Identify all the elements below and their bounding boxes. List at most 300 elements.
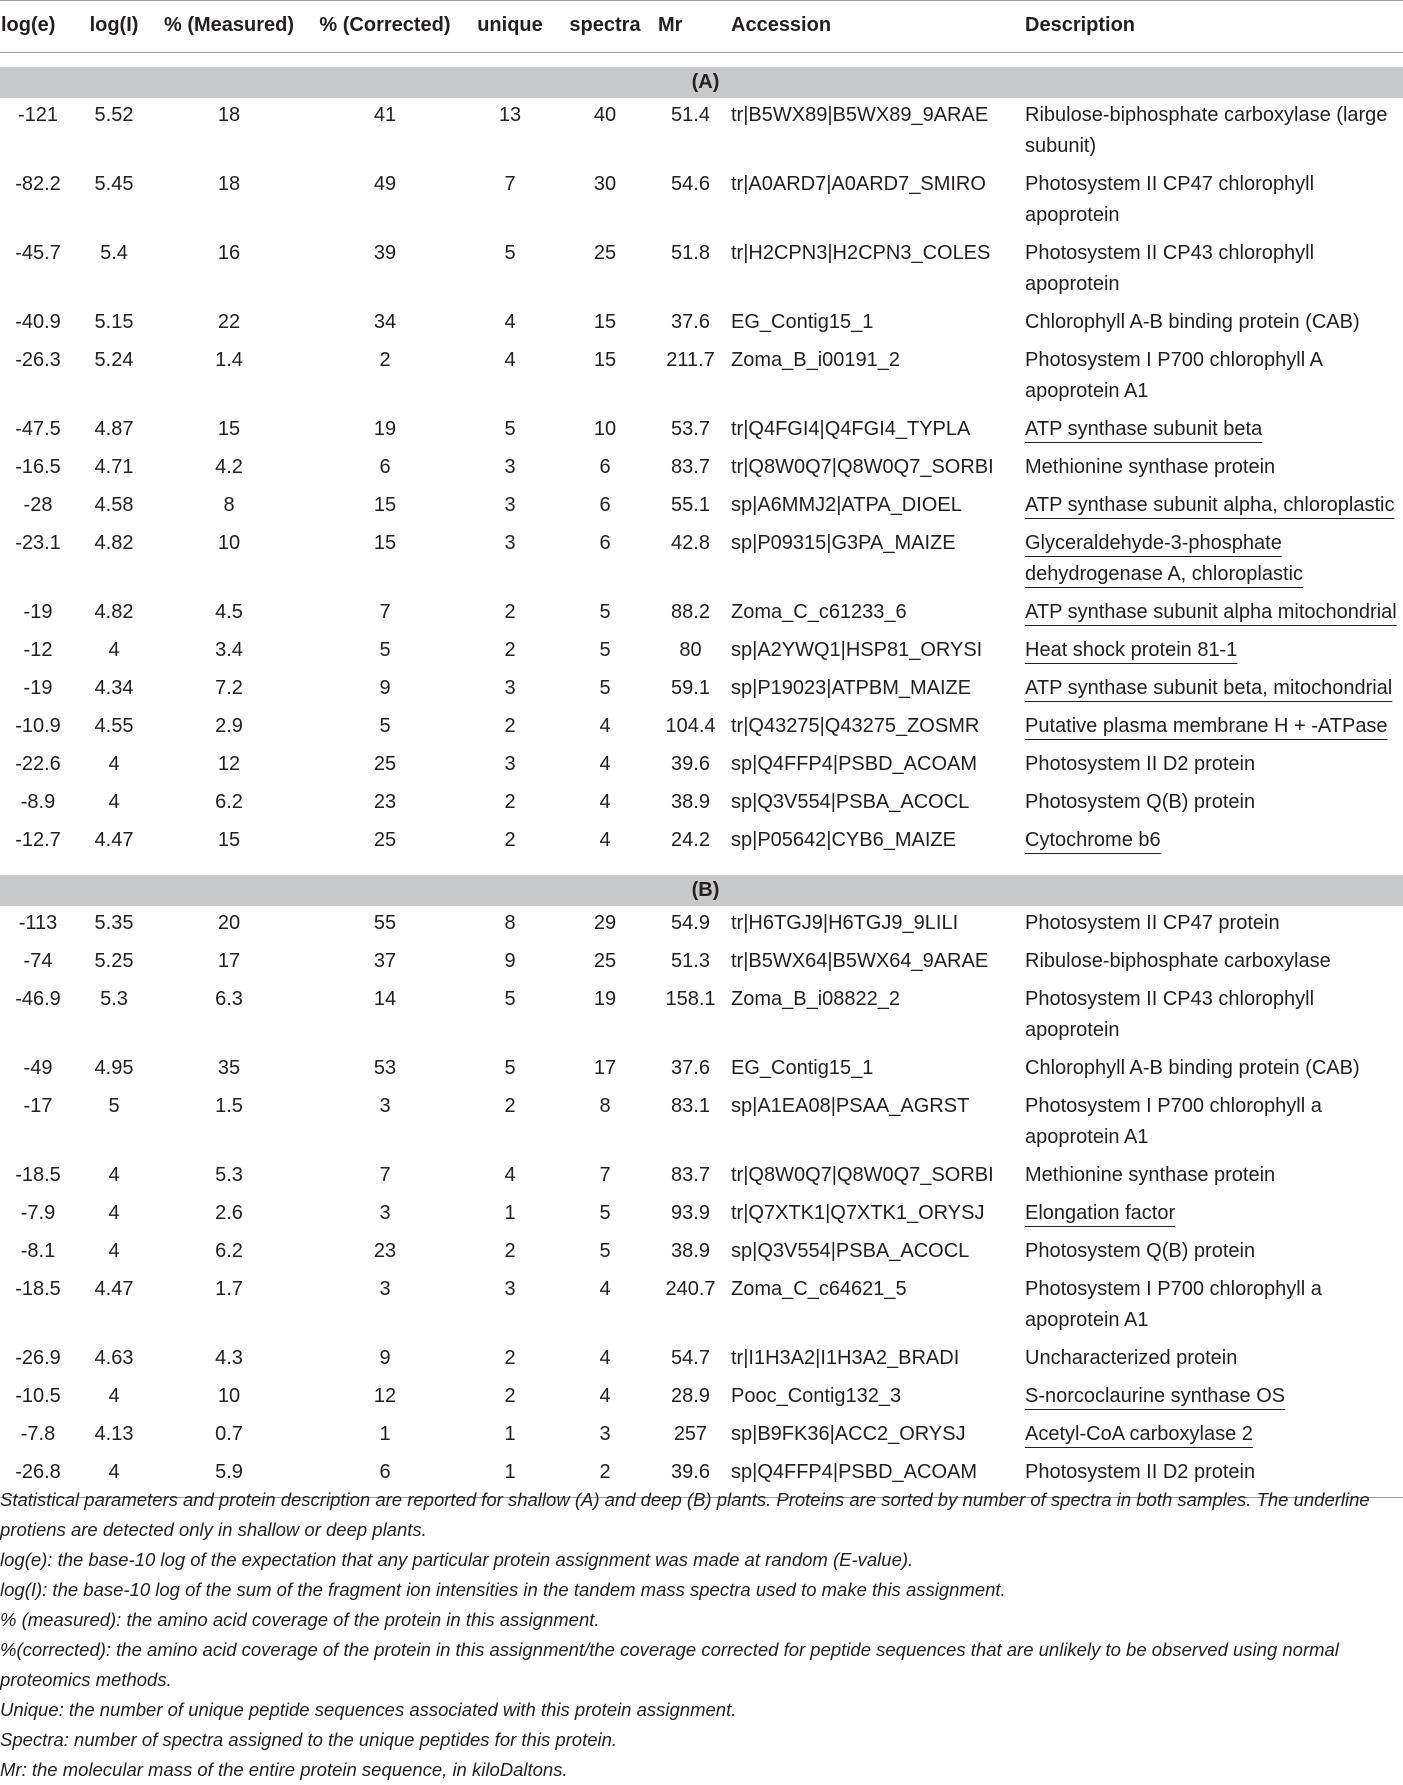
cell-unique: 3	[504, 1278, 516, 1300]
cell-mr: 38.9	[671, 1240, 710, 1262]
cell-corrected: 14	[373, 988, 397, 1010]
cell-corrected: 15	[373, 532, 397, 554]
cell-loge: -113	[18, 912, 58, 934]
cell-description	[1021, 305, 1403, 343]
cell-spectra: 29	[593, 912, 617, 934]
description-text: Chlorophyll A-B binding protein (CAB)	[1025, 311, 1360, 333]
table-row	[0, 236, 1403, 305]
cell-mr: 83.7	[671, 456, 710, 478]
cell-accession: sp|Q3V554|PSBA_ACOCL	[731, 791, 970, 813]
cell-measured: 7.2	[215, 677, 243, 699]
description-text: Acetyl-CoA carboxylase 2	[1025, 1423, 1253, 1445]
cell-accession: sp|P19023|ATPBM_MAIZE	[731, 677, 972, 699]
section-spacer	[0, 861, 1403, 875]
cell-description	[1021, 343, 1403, 412]
cell-spectra: 5	[599, 677, 611, 699]
cell-measured: 3.4	[215, 639, 243, 661]
description-text: Photosystem II D2 protein	[1025, 753, 1256, 775]
table-row	[0, 944, 1403, 982]
cell-measured: 2.9	[215, 715, 243, 737]
cell-spectra: 4	[599, 1347, 611, 1369]
cell-accession: sp|P09315|G3PA_MAIZE	[731, 532, 956, 554]
cell-description	[1021, 1051, 1403, 1089]
footnote-line: % (measured): the amino acid coverage of the protein in this assignment.	[0, 1609, 600, 1630]
cell-mr: 104.4	[665, 715, 716, 737]
cell-logi: 4	[108, 753, 120, 775]
cell-corrected: 5	[379, 639, 391, 661]
cell-mr: 28.9	[671, 1385, 710, 1407]
cell-unique: 5	[504, 418, 516, 440]
description-text: Photosystem II D2 protein	[1025, 1461, 1256, 1483]
cell-accession: sp|A6MMJ2|ATPA_DIOEL	[731, 494, 962, 516]
section-label: (A)	[0, 67, 1403, 98]
cell-logi: 4.71	[94, 456, 134, 478]
table-row	[0, 1234, 1403, 1272]
cell-loge: -10.5	[15, 1385, 61, 1407]
cell-corrected: 2	[379, 349, 391, 371]
col-header-measured: % (Measured)	[152, 1, 306, 53]
cell-mr: 80	[679, 639, 702, 661]
table-row	[0, 747, 1403, 785]
cell-loge: -18.5	[15, 1278, 61, 1300]
cell-unique: 3	[504, 494, 516, 516]
cell-description	[1021, 709, 1403, 747]
col-header-loge: log(e)	[0, 1, 76, 53]
cell-logi: 4.58	[94, 494, 134, 516]
cell-corrected: 9	[379, 677, 391, 699]
cell-description	[1021, 526, 1403, 595]
cell-loge: -49	[23, 1057, 53, 1079]
table-header	[0, 1, 1403, 53]
footnote-line: log(e): the base-10 log of the expectation that any particular protein assignment was made at random (E-value).	[0, 1549, 914, 1570]
cell-loge: -7.8	[20, 1423, 56, 1445]
col-header-spectra: spectra	[556, 1, 654, 53]
cell-measured: 6.3	[215, 988, 243, 1010]
cell-mr: 39.6	[671, 753, 710, 775]
cell-loge: -22.6	[15, 753, 61, 775]
cell-mr: 37.6	[671, 1057, 710, 1079]
description-text: Uncharacterized protein	[1025, 1347, 1238, 1369]
cell-spectra: 19	[593, 988, 617, 1010]
section-header	[0, 875, 1403, 906]
cell-spectra: 5	[599, 601, 611, 623]
description-text: Glyceraldehyde-3-phosphate dehydrogenase A, chloroplastic	[1025, 532, 1303, 585]
cell-logi: 4	[108, 1240, 120, 1262]
cell-description	[1021, 633, 1403, 671]
cell-accession: EG_Contig15_1	[731, 311, 874, 333]
cell-unique: 3	[504, 532, 516, 554]
cell-measured: 1.4	[215, 349, 243, 371]
cell-corrected: 39	[373, 242, 397, 264]
cell-unique: 3	[504, 753, 516, 775]
cell-loge: -10.9	[15, 715, 61, 737]
cell-logi: 4.47	[94, 1278, 134, 1300]
cell-measured: 12	[217, 753, 241, 775]
description-text: Ribulose-biphosphate carboxylase (large subunit)	[1025, 104, 1388, 157]
cell-description	[1021, 785, 1403, 823]
cell-description	[1021, 906, 1403, 944]
cell-unique: 2	[504, 1240, 516, 1262]
cell-corrected: 3	[379, 1095, 391, 1117]
cell-accession: tr|H2CPN3|H2CPN3_COLES	[731, 242, 991, 264]
cell-accession: tr|H6TGJ9|H6TGJ9_9LILI	[731, 912, 959, 934]
cell-mr: 39.6	[654, 1455, 727, 1498]
cell-description	[1021, 1341, 1403, 1379]
cell-unique: 2	[504, 639, 516, 661]
table-row	[0, 1379, 1403, 1417]
cell-mr: 55.1	[671, 494, 710, 516]
table-row	[0, 1417, 1403, 1455]
cell-loge: -19	[23, 677, 53, 699]
cell-accession: EG_Contig15_1	[731, 1057, 874, 1079]
cell-mr: 211.7	[666, 349, 715, 371]
cell-unique: 2	[504, 829, 516, 851]
cell-spectra: 4	[599, 1385, 611, 1407]
cell-loge: -28	[23, 494, 53, 516]
table-row	[0, 450, 1403, 488]
table-body	[0, 53, 1403, 1498]
cell-corrected: 6	[379, 456, 391, 478]
col-header-unique: unique	[464, 1, 556, 53]
cell-mr: 88.2	[671, 601, 710, 623]
cell-loge: -47.5	[15, 418, 61, 440]
cell-unique: 9	[504, 950, 516, 972]
cell-description	[1021, 412, 1403, 450]
cell-loge: -18.5	[15, 1164, 61, 1186]
cell-spectra: 25	[593, 950, 617, 972]
table-row	[0, 633, 1403, 671]
table-row	[0, 982, 1403, 1051]
cell-loge: -74	[23, 950, 53, 972]
cell-loge: -40.9	[15, 311, 61, 333]
table-row	[0, 98, 1403, 167]
cell-corrected: 53	[373, 1057, 397, 1079]
cell-logi: 4	[108, 791, 120, 813]
cell-accession: Zoma_B_i00191_2	[731, 349, 901, 371]
cell-logi: 5.15	[94, 311, 134, 333]
cell-logi: 5.45	[94, 173, 134, 195]
cell-measured: 35	[217, 1057, 241, 1079]
table-row	[0, 595, 1403, 633]
cell-unique: 4	[504, 349, 516, 371]
description-text: Photosystem II CP43 chlorophyll apoprotein	[1025, 242, 1315, 295]
cell-loge: -12	[23, 639, 53, 661]
cell-loge: -26.8	[0, 1455, 76, 1498]
cell-accession: tr|Q8W0Q7|Q8W0Q7_SORBI	[731, 456, 994, 478]
cell-spectra: 6	[599, 456, 611, 478]
cell-accession: sp|Q4FFP4|PSBD_ACOAM	[727, 1455, 1021, 1498]
cell-measured: 2.6	[215, 1202, 243, 1224]
cell-measured: 10	[217, 1385, 241, 1407]
cell-unique: 8	[504, 912, 516, 934]
cell-corrected: 3	[379, 1202, 391, 1224]
cell-description	[1021, 944, 1403, 982]
table-row	[0, 526, 1403, 595]
cell-logi: 4.63	[94, 1347, 134, 1369]
table-row	[0, 709, 1403, 747]
cell-measured: 1.5	[215, 1095, 243, 1117]
cell-measured: 4.2	[215, 456, 243, 478]
cell-corrected: 7	[379, 1164, 391, 1186]
cell-description	[1021, 671, 1403, 709]
cell-accession: tr|A0ARD7|A0ARD7_SMIRO	[731, 173, 986, 195]
cell-accession: sp|Q3V554|PSBA_ACOCL	[731, 1240, 970, 1262]
cell-logi: 4.87	[94, 418, 134, 440]
cell-measured: 17	[217, 950, 241, 972]
cell-measured: 4.3	[215, 1347, 243, 1369]
cell-logi: 5.25	[94, 950, 134, 972]
footnote-line: %(corrected): the amino acid coverage of the protein in this assignment/the coverage corrected for peptide sequences that are unlikely to be observed using normal proteomics methods.	[0, 1639, 1339, 1690]
cell-description	[1021, 595, 1403, 633]
cell-mr: 83.1	[671, 1095, 710, 1117]
cell-measured: 8	[223, 494, 235, 516]
cell-corrected: 25	[373, 829, 397, 851]
cell-logi: 5.52	[94, 104, 134, 126]
cell-accession: tr|B5WX89|B5WX89_9ARAE	[731, 104, 989, 126]
section-spacer	[0, 53, 1403, 68]
cell-spectra: 4	[599, 753, 611, 775]
cell-corrected: 49	[373, 173, 397, 195]
cell-description	[1021, 1158, 1403, 1196]
cell-unique: 13	[498, 104, 522, 126]
table-row	[0, 1158, 1403, 1196]
section-label: (B)	[0, 875, 1403, 906]
description-text: ATP synthase subunit beta	[1025, 418, 1263, 440]
cell-logi: 4	[76, 1455, 152, 1498]
table-row	[0, 488, 1403, 526]
table-row	[0, 167, 1403, 236]
table-row	[0, 305, 1403, 343]
cell-measured: 18	[217, 104, 241, 126]
description-text: ATP synthase subunit alpha mitochondrial	[1025, 601, 1397, 623]
cell-spectra: 40	[593, 104, 617, 126]
cell-accession: sp|A1EA08|PSAA_AGRST	[731, 1095, 970, 1117]
cell-loge: -23.1	[15, 532, 61, 554]
cell-spectra: 5	[599, 1202, 611, 1224]
cell-mr: 93.9	[671, 1202, 710, 1224]
cell-spectra: 8	[599, 1095, 611, 1117]
cell-description	[1021, 450, 1403, 488]
cell-description	[1021, 823, 1403, 861]
description-text: Photosystem Q(B) protein	[1025, 1240, 1256, 1262]
description-text: Photosystem II CP43 chlorophyll apoprotein	[1025, 988, 1315, 1041]
col-header-description: Description	[1021, 1, 1403, 53]
cell-spectra: 15	[593, 349, 617, 371]
cell-description	[1021, 747, 1403, 785]
cell-spectra: 2	[556, 1455, 654, 1498]
col-header-accession: Accession	[727, 1, 1021, 53]
cell-accession: Zoma_C_c64621_5	[731, 1278, 907, 1300]
cell-mr: 54.7	[671, 1347, 710, 1369]
cell-measured: 5.9	[152, 1455, 306, 1498]
cell-unique: 2	[504, 715, 516, 737]
cell-measured: 4.5	[215, 601, 243, 623]
description-text: Photosystem II CP47 chlorophyll apoprotein	[1025, 173, 1315, 226]
cell-accession: tr|Q7XTK1|Q7XTK1_ORYSJ	[731, 1202, 985, 1224]
cell-measured: 6.2	[215, 791, 243, 813]
cell-description	[1021, 982, 1403, 1051]
cell-measured: 16	[217, 242, 241, 264]
cell-logi: 4.95	[94, 1057, 134, 1079]
cell-unique: 4	[504, 311, 516, 333]
cell-accession: sp|P05642|CYB6_MAIZE	[731, 829, 956, 851]
cell-logi: 4	[108, 1164, 120, 1186]
cell-description	[1021, 488, 1403, 526]
cell-spectra: 6	[599, 494, 611, 516]
cell-spectra: 5	[599, 639, 611, 661]
cell-mr: 24.2	[671, 829, 710, 851]
cell-logi: 5.4	[100, 242, 128, 264]
cell-mr: 54.6	[671, 173, 710, 195]
description-text: Putative plasma membrane H + -ATPase	[1025, 715, 1388, 737]
cell-accession: sp|B9FK36|ACC2_ORYSJ	[731, 1423, 966, 1445]
cell-measured: 10	[217, 532, 241, 554]
cell-mr: 54.9	[671, 912, 710, 934]
cell-logi: 4.82	[94, 532, 134, 554]
cell-spectra: 4	[599, 715, 611, 737]
cell-unique: 7	[504, 173, 516, 195]
cell-mr: 51.8	[671, 242, 710, 264]
cell-mr: 51.3	[671, 950, 710, 972]
cell-unique: 2	[504, 1095, 516, 1117]
table-row	[0, 412, 1403, 450]
cell-description	[1021, 1089, 1403, 1158]
cell-measured: 6.2	[215, 1240, 243, 1262]
cell-description	[1021, 167, 1403, 236]
cell-unique: 5	[504, 242, 516, 264]
cell-unique: 1	[464, 1455, 556, 1498]
col-header-mr: Mr	[654, 1, 727, 53]
cell-mr: 51.4	[671, 104, 710, 126]
col-header-logi: log(I)	[76, 1, 152, 53]
cell-unique: 5	[504, 1057, 516, 1079]
table-row	[0, 1089, 1403, 1158]
cell-accession: tr|Q8W0Q7|Q8W0Q7_SORBI	[731, 1164, 994, 1186]
cell-corrected: 25	[373, 753, 397, 775]
cell-spectra: 25	[593, 242, 617, 264]
cell-corrected: 7	[379, 601, 391, 623]
cell-accession: tr|B5WX64|B5WX64_9ARAE	[731, 950, 989, 972]
cell-corrected: 34	[373, 311, 397, 333]
cell-spectra: 4	[599, 1278, 611, 1300]
description-text: Photosystem I P700 chlorophyll a apoprotein A1	[1025, 1095, 1322, 1148]
cell-corrected: 9	[379, 1347, 391, 1369]
cell-measured: 15	[217, 829, 241, 851]
cell-loge: -82.2	[15, 173, 61, 195]
cell-corrected: 55	[373, 912, 397, 934]
cell-logi: 5.24	[94, 349, 134, 371]
cell-unique: 4	[504, 1164, 516, 1186]
footnote-line: Unique: the number of unique peptide sequences associated with this protein assignment.	[0, 1699, 737, 1720]
cell-logi: 4.82	[94, 601, 134, 623]
cell-accession: Zoma_B_i08822_2	[731, 988, 901, 1010]
cell-spectra: 5	[599, 1240, 611, 1262]
cell-unique: 5	[504, 988, 516, 1010]
table-row	[0, 785, 1403, 823]
cell-loge: -12.7	[15, 829, 61, 851]
cell-logi: 4.34	[94, 677, 134, 699]
cell-mr: 158.1	[665, 988, 716, 1010]
cell-logi: 4	[108, 1385, 120, 1407]
cell-measured: 5.3	[215, 1164, 243, 1186]
footnote-line: Spectra: number of spectra assigned to the unique peptides for this protein.	[0, 1729, 618, 1750]
cell-mr: 240.7	[665, 1278, 716, 1300]
cell-logi: 5	[108, 1095, 120, 1117]
table-row	[0, 1196, 1403, 1234]
cell-measured: 0.7	[215, 1423, 243, 1445]
cell-corrected: 12	[373, 1385, 397, 1407]
cell-loge: -8.9	[20, 791, 56, 813]
cell-corrected: 6	[306, 1455, 464, 1498]
cell-loge: -121	[17, 104, 59, 126]
cell-loge: -8.1	[20, 1240, 56, 1262]
cell-mr: 38.9	[671, 791, 710, 813]
cell-accession: sp|A2YWQ1|HSP81_ORYSI	[731, 639, 983, 661]
cell-corrected: 15	[373, 494, 397, 516]
cell-unique: 2	[504, 601, 516, 623]
cell-accession: tr|Q43275|Q43275_ZOSMR	[731, 715, 980, 737]
cell-corrected: 5	[379, 715, 391, 737]
cell-description	[1021, 1272, 1403, 1341]
cell-logi: 4	[108, 1202, 120, 1224]
description-text: Photosystem I P700 chlorophyll a apoprotein A1	[1025, 1278, 1322, 1331]
footnote-line: Mr: the molecular mass of the entire protein sequence, in kiloDaltons.	[0, 1759, 568, 1780]
cell-corrected: 1	[379, 1423, 391, 1445]
cell-measured: 18	[217, 173, 241, 195]
description-text: Chlorophyll A-B binding protein (CAB)	[1025, 1057, 1360, 1079]
cell-loge: -45.7	[15, 242, 61, 264]
cell-spectra: 10	[593, 418, 617, 440]
cell-corrected: 19	[373, 418, 397, 440]
cell-spectra: 4	[599, 829, 611, 851]
table-row	[0, 1051, 1403, 1089]
cell-unique: 3	[504, 456, 516, 478]
table-row	[0, 1272, 1403, 1341]
cell-measured: 22	[217, 311, 241, 333]
cell-spectra: 15	[593, 311, 617, 333]
cell-mr: 42.8	[671, 532, 710, 554]
cell-unique: 1	[504, 1202, 516, 1224]
cell-corrected: 23	[373, 791, 397, 813]
cell-accession: Zoma_C_c61233_6	[731, 601, 907, 623]
cell-unique: 3	[504, 677, 516, 699]
cell-mr: 53.7	[671, 418, 710, 440]
table-row	[0, 906, 1403, 944]
footnote-line: log(I): the base-10 log of the sum of the fragment ion intensities in the tandem mass spectra used to make this assignment.	[0, 1579, 1006, 1600]
cell-spectra: 17	[593, 1057, 617, 1079]
description-text: Methionine synthase protein	[1025, 456, 1276, 478]
cell-logi: 4	[108, 639, 120, 661]
cell-corrected: 3	[379, 1278, 391, 1300]
description-text: Photosystem I P700 chlorophyll A apoprotein A1	[1025, 349, 1322, 402]
cell-measured: 1.7	[215, 1278, 243, 1300]
cell-description	[1021, 236, 1403, 305]
description-text: Heat shock protein 81-1	[1025, 639, 1238, 661]
cell-mr: 257	[673, 1423, 708, 1445]
cell-loge: -17	[23, 1095, 53, 1117]
cell-mr: 37.6	[671, 311, 710, 333]
cell-spectra: 4	[599, 791, 611, 813]
table-row	[0, 343, 1403, 412]
description-text: Photosystem Q(B) protein	[1025, 791, 1256, 813]
cell-unique: 2	[504, 1385, 516, 1407]
description-text: S-norcoclaurine synthase OS	[1025, 1385, 1286, 1407]
cell-loge: -26.3	[15, 349, 61, 371]
cell-description	[1021, 98, 1403, 167]
cell-accession: tr|Q4FGI4|Q4FGI4_TYPLA	[731, 418, 971, 440]
cell-spectra: 30	[593, 173, 617, 195]
description-text: Cytochrome b6	[1025, 829, 1161, 851]
